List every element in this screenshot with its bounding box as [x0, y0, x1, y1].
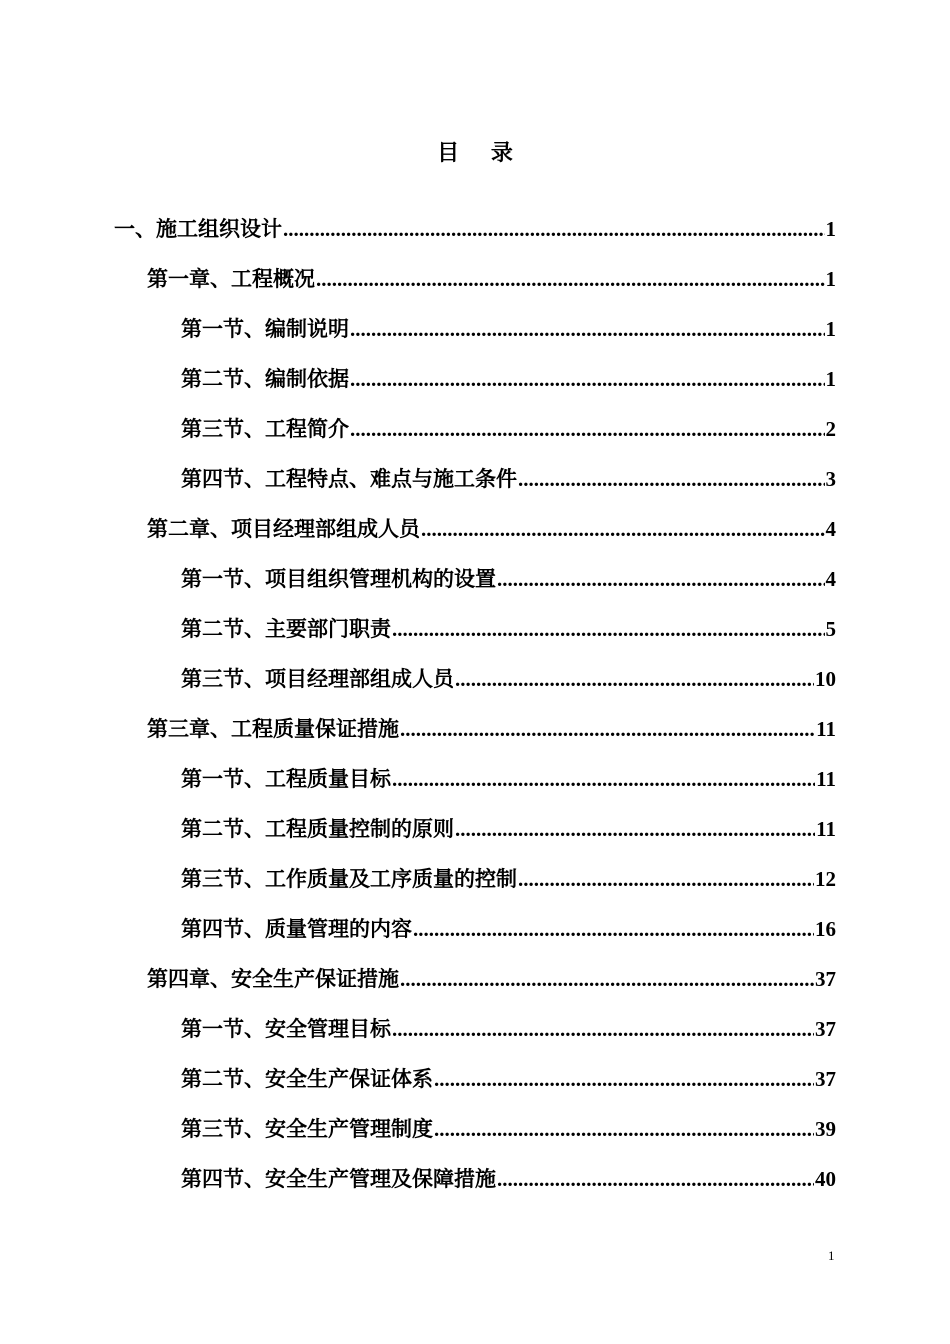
toc-entry[interactable]: [181, 661, 836, 697]
dot-leader: [455, 811, 815, 847]
dot-leader: [434, 1061, 814, 1097]
toc-entry[interactable]: [181, 1111, 836, 1147]
toc-entry-page: 40: [815, 1167, 836, 1191]
toc-title: 目 录: [437, 141, 525, 166]
toc-entry-page: 37: [815, 1067, 836, 1091]
toc-entry-label: 第一节、项目组织管理机构的设置: [181, 567, 496, 591]
toc-entry[interactable]: [181, 611, 836, 647]
toc-entry-page: 1: [825, 267, 836, 291]
dot-leader: [392, 1011, 814, 1047]
toc-entry-label: 第三节、安全生产管理制度: [181, 1117, 433, 1141]
toc-entry-label: 第二节、编制依据: [181, 367, 349, 391]
dot-leader: [400, 711, 815, 747]
toc-entry[interactable]: [114, 211, 836, 247]
toc-entry-page: 37: [815, 1017, 836, 1041]
toc-entry-page: 2: [825, 417, 836, 441]
toc-entry-page: 4: [825, 517, 836, 541]
dot-leader: [497, 1161, 814, 1197]
toc-entry-label: 一、施工组织设计: [114, 217, 282, 241]
toc-entry-label: 第三节、工程简介: [181, 417, 349, 441]
toc-entry[interactable]: [147, 961, 836, 997]
toc-entry-label: 第二节、工程质量控制的原则: [181, 817, 454, 841]
dot-leader: [497, 561, 825, 597]
toc-entry[interactable]: [181, 761, 836, 797]
toc-entry-label: 第二节、安全生产保证体系: [181, 1067, 433, 1091]
dot-leader: [455, 661, 814, 697]
toc-entry-label: 第四章、安全生产保证措施: [147, 967, 399, 991]
toc-entry[interactable]: [147, 261, 836, 297]
toc-entry-label: 第一节、安全管理目标: [181, 1017, 391, 1041]
toc-entry[interactable]: [181, 411, 836, 447]
toc-entry[interactable]: [181, 1161, 836, 1197]
toc-entry-label: 第四节、工程特点、难点与施工条件: [181, 467, 517, 491]
toc-entry[interactable]: [181, 361, 836, 397]
toc-entry-label: 第三节、工作质量及工序质量的控制: [181, 867, 517, 891]
toc-entry-page: 5: [825, 617, 836, 641]
toc-entry[interactable]: [147, 711, 836, 747]
toc-entry-label: 第二节、主要部门职责: [181, 617, 391, 641]
dot-leader: [392, 761, 815, 797]
dot-leader: [283, 211, 825, 247]
toc-entry[interactable]: [181, 461, 836, 497]
toc-entry-page: 1: [825, 367, 836, 391]
toc-entry-page: 11: [816, 817, 836, 841]
toc-entry[interactable]: [181, 911, 836, 947]
toc-entry[interactable]: [181, 1061, 836, 1097]
toc-entry-page: 3: [825, 467, 836, 491]
toc-entry[interactable]: [181, 811, 836, 847]
toc-entry-label: 第二章、项目经理部组成人员: [147, 517, 420, 541]
toc-entry[interactable]: [181, 1011, 836, 1047]
dot-leader: [350, 311, 825, 347]
toc-entry-label: 第三章、工程质量保证措施: [147, 717, 399, 741]
toc-entry-page: 39: [815, 1117, 836, 1141]
page-number: 1: [828, 1248, 835, 1263]
dot-leader: [400, 961, 814, 997]
toc-entry-label: 第一节、工程质量目标: [181, 767, 391, 791]
toc-entry-page: 1: [825, 217, 836, 241]
toc-entry-page: 10: [815, 667, 836, 691]
dot-leader: [413, 911, 814, 947]
toc-entry-label: 第四节、安全生产管理及保障措施: [181, 1167, 496, 1191]
toc-entry-page: 12: [815, 867, 836, 891]
toc-entry-page: 4: [825, 567, 836, 591]
toc-entry-page: 11: [816, 767, 836, 791]
toc-entry-page: 11: [816, 717, 836, 741]
dot-leader: [518, 461, 825, 497]
toc-entry-label: 第一节、编制说明: [181, 317, 349, 341]
toc-entry[interactable]: [181, 561, 836, 597]
dot-leader: [350, 411, 825, 447]
toc-entry[interactable]: [181, 861, 836, 897]
dot-leader: [316, 261, 825, 297]
dot-leader: [434, 1111, 814, 1147]
dot-leader: [350, 361, 825, 397]
toc-entry-page: 1: [825, 317, 836, 341]
dot-leader: [421, 511, 825, 547]
dot-leader: [392, 611, 825, 647]
toc-entry-label: 第四节、质量管理的内容: [181, 917, 412, 941]
toc-entry[interactable]: [147, 511, 836, 547]
toc-entry-label: 第三节、项目经理部组成人员: [181, 667, 454, 691]
dot-leader: [518, 861, 814, 897]
toc-entry-page: 16: [815, 917, 836, 941]
toc-entry-page: 37: [815, 967, 836, 991]
toc-entry[interactable]: [181, 311, 836, 347]
toc-entry-label: 第一章、工程概况: [147, 267, 315, 291]
